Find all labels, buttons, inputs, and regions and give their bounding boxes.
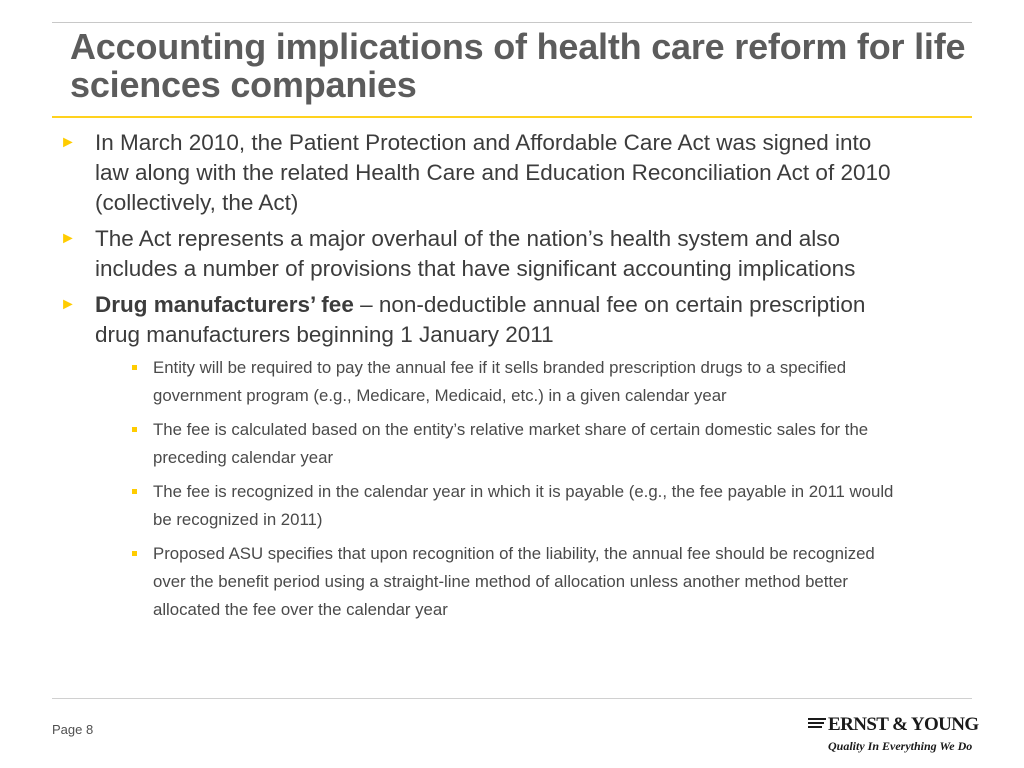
slide-title: Accounting implications of health care reform for life sciences companies [70,26,966,105]
bullet-lead: Drug manufacturers’ fee [95,292,354,317]
triangle-bullet-icon: ► [60,230,76,247]
subbullet-item [130,540,910,624]
triangle-bullet-icon: ► [60,296,76,313]
ey-logo-icon [808,718,826,732]
square-bullet-icon [132,427,137,432]
bullet-text: In March 2010, the Patient Protection and Affordable Care Act was signed into law along with the related Health Care and Education Reconciliation Act of 2010 (collectively, the Act) [95,130,891,215]
triangle-bullet-icon: ► [60,134,76,151]
bullet-drug-fee [60,290,910,624]
subbullet-item [130,416,910,472]
bullet-text: – non-deductible annual fee on certain prescription drug manufacturers beginning 1 January 2011 [95,292,866,347]
bullet-act-overhaul [60,224,910,284]
subbullet-item [130,354,910,410]
square-bullet-icon [132,489,137,494]
page-number: Page 8 [52,722,94,737]
top-divider [52,22,972,23]
bullet-text: The Act represents a major overhaul of the nation’s health system and also includes a number of provisions that have significant accounting implications [95,226,856,281]
subbullet-text: The fee is recognized in the calendar year in which it is payable (e.g., the fee payable in 2011 would be recognized in 2011) [153,482,894,529]
title-underline [52,116,972,118]
subbullet-text: Entity will be required to pay the annual fee if it sells branded prescription drugs to a specified government program (e.g., Medicare, Medicaid, etc.) in a given calendar year [153,358,847,405]
subbullet-text: Proposed ASU specifies that upon recognition of the liability, the annual fee should be recognized over the benefit period using a straight-line method of allocation unless another method better allocated the fee over the calendar year [153,544,875,619]
slide-content [60,128,910,630]
drug-fee-subbullets [130,354,910,624]
logo-tagline: Quality In Everything We Do [828,739,973,753]
square-bullet-icon [132,551,137,556]
bullet-act-signed [60,128,910,218]
square-bullet-icon [132,365,137,370]
subbullet-item [130,478,910,534]
footer-divider [52,698,972,699]
subbullet-text: The fee is calculated based on the entity’s relative market share of certain domestic sales for the preceding calendar year [153,420,869,467]
ernst-young-logo [808,712,978,756]
logo-name: ERNST & YOUNG [828,714,979,735]
